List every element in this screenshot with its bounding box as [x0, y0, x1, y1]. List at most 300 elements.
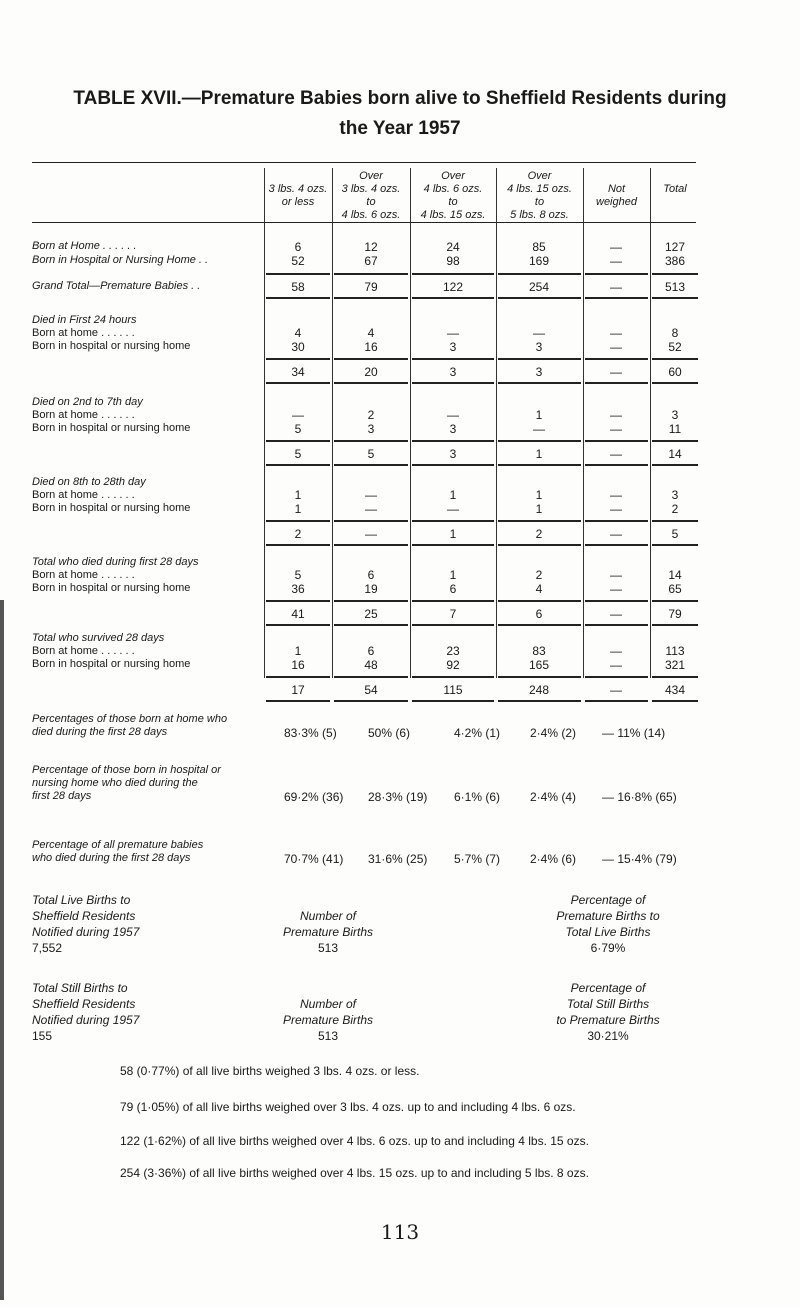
- summary-total-births: [32, 980, 162, 1044]
- total-rule: [585, 297, 648, 299]
- row-label-hospital: Born in hospital or nursing home: [32, 502, 191, 514]
- cell-hospital: 16: [291, 658, 305, 672]
- percentage-label-line: first 28 days: [32, 790, 92, 802]
- cell-born-home: 127: [664, 240, 686, 254]
- row-label-home: Born at home . . . . . .: [32, 645, 135, 657]
- cell-born-home: 12: [364, 240, 378, 254]
- column-header: [583, 170, 650, 222]
- summary-premature-births: [258, 996, 398, 1044]
- summary-text: Number of: [299, 997, 357, 1011]
- cell-home: 6: [367, 568, 375, 582]
- percentage-value: 4·2% (1): [454, 726, 501, 740]
- percentage-label: [32, 764, 282, 803]
- cell-hospital: 3: [449, 422, 457, 436]
- cell-born-home: 6: [294, 240, 302, 254]
- cell-home: 2: [367, 408, 375, 422]
- total-rule: [652, 440, 698, 442]
- cell-hospital: —: [610, 658, 622, 672]
- total-rule: [334, 273, 408, 275]
- cell-total: 1: [535, 447, 543, 461]
- total-rule: [412, 600, 494, 602]
- column-header-line: Over: [527, 170, 552, 182]
- total-rule: [266, 382, 330, 384]
- column-header-line: 4 lbs. 6 ozs.: [423, 183, 483, 195]
- row-label-grand-total: Grand Total—Premature Babies . .: [32, 280, 201, 292]
- cell-home: 1: [449, 568, 457, 582]
- cell-total: 2: [535, 527, 543, 541]
- cell-home: —: [610, 644, 622, 658]
- column-header-line: 4 lbs. 15 ozs.: [507, 183, 572, 195]
- cell-home: 1: [294, 488, 302, 502]
- cell-total: 7: [449, 607, 457, 621]
- cell-grand-total: 254: [528, 280, 550, 294]
- total-rule: [334, 544, 408, 546]
- cell-hospital: 65: [668, 582, 682, 596]
- cell-grand-total: —: [610, 280, 622, 294]
- section-label: [32, 314, 262, 353]
- total-rule: [498, 464, 581, 466]
- cell-total: 14: [668, 447, 682, 461]
- row-label-hospital: Born in hospital or nursing home: [32, 582, 191, 594]
- cell-hospital: 3: [535, 340, 543, 354]
- section-heading: Died on 8th to 28th day: [32, 476, 146, 488]
- column-header-line: [650, 209, 700, 222]
- percentage-value: 2·4% (2): [530, 726, 577, 740]
- total-rule: [585, 358, 648, 360]
- cell-hospital: 1: [535, 502, 543, 516]
- total-rule: [412, 297, 494, 299]
- cell-total: 5: [367, 447, 375, 461]
- total-rule: [652, 273, 698, 275]
- cell-hospital: 16: [364, 340, 378, 354]
- total-rule: [412, 544, 494, 546]
- total-rule: [585, 600, 648, 602]
- cell-home: 23: [446, 644, 460, 658]
- summary-text: Total Live Births to: [32, 893, 131, 907]
- column-divider: [332, 168, 333, 678]
- cell-home: 1: [294, 644, 302, 658]
- summary-text: Notified during 1957: [32, 1013, 140, 1027]
- summary-value: 7,552: [32, 941, 63, 955]
- cell-born-home: 24: [446, 240, 460, 254]
- column-header-line: [650, 196, 700, 209]
- summary-text: Notified during 1957: [32, 925, 140, 939]
- summary-text: Premature Births: [282, 1013, 374, 1027]
- total-rule: [266, 273, 330, 275]
- percentage-value: — 16·8% (65): [602, 790, 677, 804]
- column-header: [650, 170, 700, 222]
- total-rule: [412, 273, 494, 275]
- footnote: 254 (3·36%) of all live births weighed over 4 lbs. 15 ozs. up to and including 5 lbs. 8 ozs.: [120, 1166, 589, 1180]
- cell-hospital: 6: [449, 582, 457, 596]
- total-rule: [498, 520, 581, 522]
- cell-total: —: [610, 527, 622, 541]
- cell-hospital: 48: [364, 658, 378, 672]
- cell-home: 3: [671, 488, 679, 502]
- cell-hospital: 3: [449, 340, 457, 354]
- section-label: [32, 556, 262, 595]
- percentage-value: 50% (6): [368, 726, 411, 740]
- cell-hospital: 165: [528, 658, 550, 672]
- cell-hospital: 19: [364, 582, 378, 596]
- total-rule: [266, 440, 330, 442]
- footnote: 122 (1·62%) of all live births weighed over 4 lbs. 6 ozs. up to and including 4 lbs. 15 ozs.: [120, 1134, 589, 1148]
- total-rule: [652, 464, 698, 466]
- total-rule: [266, 544, 330, 546]
- total-rule: [266, 358, 330, 360]
- cell-grand-total: 79: [364, 280, 378, 294]
- column-header-line: to: [448, 196, 458, 208]
- column-divider: [264, 168, 265, 678]
- cell-home: 3: [671, 408, 679, 422]
- row-label-hospital: Born in hospital or nursing home: [32, 422, 191, 434]
- cell-home: 113: [665, 644, 685, 658]
- total-rule: [334, 358, 408, 360]
- cell-total: 60: [668, 365, 682, 379]
- percentage-label: [32, 839, 282, 865]
- column-header-line: 3 lbs. 4 ozs.: [341, 183, 401, 195]
- cell-total: 25: [364, 607, 378, 621]
- total-rule: [498, 273, 581, 275]
- column-divider: [410, 168, 411, 678]
- cell-hospital: 5: [294, 422, 302, 436]
- table-subtitle: the Year 1957: [339, 118, 461, 139]
- cell-total: 6: [535, 607, 543, 621]
- cell-born-hospital: 52: [291, 254, 305, 268]
- total-rule: [652, 600, 698, 602]
- cell-born-hospital: 386: [664, 254, 686, 268]
- cell-home: —: [447, 326, 459, 340]
- cell-home: —: [610, 326, 622, 340]
- percentage-label-line: who died during the first 28 days: [32, 852, 191, 864]
- cell-home: —: [610, 408, 622, 422]
- total-rule: [585, 382, 648, 384]
- cell-hospital: 30: [291, 340, 305, 354]
- page-edge-shadow: [0, 600, 4, 1300]
- percentage-value: — 11% (14): [602, 726, 666, 740]
- column-header-line: Over: [441, 170, 465, 182]
- column-header-line: or less: [281, 196, 315, 208]
- section-heading: Died in First 24 hours: [32, 314, 137, 326]
- column-header-line: Total: [663, 183, 687, 195]
- total-rule: [412, 464, 494, 466]
- total-rule: [585, 700, 648, 702]
- total-rule: [334, 624, 408, 626]
- total-rule: [585, 544, 648, 546]
- cell-home: 4: [367, 326, 375, 340]
- row-label-home: Born at home . . . . . .: [32, 569, 135, 581]
- page-number: 113: [380, 1220, 420, 1244]
- cell-home: —: [533, 326, 545, 340]
- total-rule: [334, 297, 408, 299]
- percentage-value: 5·7% (7): [454, 852, 501, 866]
- total-rule: [652, 676, 698, 678]
- section-label: [32, 396, 262, 435]
- row-label-hospital: Born in hospital or nursing home: [32, 340, 191, 352]
- cell-total: —: [610, 365, 622, 379]
- section-heading: Total who died during first 28 days: [32, 556, 199, 568]
- cell-home: 4: [294, 326, 302, 340]
- footnote: 58 (0·77%) of all live births weighed 3 lbs. 4 ozs. or less.: [120, 1064, 420, 1078]
- cell-hospital: —: [610, 582, 622, 596]
- row-label-home: Born at home . . . . . .: [32, 327, 135, 339]
- summary-premature-births: [258, 908, 398, 956]
- cell-home: —: [292, 408, 304, 422]
- percentage-value: 83·3% (5): [284, 726, 337, 740]
- total-rule: [412, 520, 494, 522]
- cell-total: 34: [291, 365, 305, 379]
- cell-total: 79: [668, 607, 682, 621]
- column-header-line: to: [534, 196, 545, 208]
- row-label-born-home: Born at Home . . . . . .: [32, 240, 137, 252]
- cell-hospital: —: [365, 502, 377, 516]
- total-rule: [412, 440, 494, 442]
- total-rule: [498, 382, 581, 384]
- total-rule: [334, 676, 408, 678]
- summary-value: 513: [317, 1029, 339, 1043]
- total-rule: [652, 358, 698, 360]
- cell-hospital: 1: [294, 502, 302, 516]
- summary-value: 155: [32, 1029, 53, 1043]
- row-label-born-hospital: Born in Hospital or Nursing Home . .: [32, 254, 209, 266]
- cell-home: 6: [367, 644, 375, 658]
- total-rule: [334, 440, 408, 442]
- column-header-line: [583, 170, 650, 183]
- summary-text: Premature Births to: [556, 909, 660, 923]
- summary-value: 30·21%: [587, 1029, 629, 1043]
- cell-hospital: —: [447, 502, 459, 516]
- percentage-label-line: Percentage of those born in hospital or: [32, 764, 221, 776]
- cell-total: 20: [364, 365, 378, 379]
- cell-grand-total: 58: [291, 280, 305, 294]
- percentage-value: 6·1% (6): [454, 790, 501, 804]
- total-rule: [498, 358, 581, 360]
- row-label-home: Born at home . . . . . .: [32, 409, 135, 421]
- total-rule: [334, 700, 408, 702]
- column-header-line: to: [366, 196, 376, 208]
- percentage-value: 70·7% (41): [284, 852, 344, 866]
- total-rule: [412, 676, 494, 678]
- cell-total: —: [610, 447, 622, 461]
- column-header-line: 3 lbs. 4 ozs.: [268, 183, 328, 195]
- total-rule: [498, 544, 581, 546]
- total-rule: [266, 520, 330, 522]
- total-rule: [412, 624, 494, 626]
- table-title: TABLE XVII.—Premature Babies born alive to Sheffield Residents during: [73, 88, 727, 109]
- cell-hospital: —: [533, 422, 545, 436]
- cell-total: 248: [528, 683, 550, 697]
- section-heading: Died on 2nd to 7th day: [32, 396, 143, 408]
- cell-born-hospital: 67: [364, 254, 378, 268]
- column-header-line: [583, 209, 650, 222]
- row-label-home: Born at home . . . . . .: [32, 489, 135, 501]
- cell-home: —: [365, 488, 377, 502]
- section-label: [32, 632, 262, 671]
- summary-value: 513: [317, 941, 339, 955]
- cell-hospital: —: [610, 502, 622, 516]
- cell-total: 3: [449, 365, 457, 379]
- total-rule: [585, 440, 648, 442]
- cell-home: 1: [535, 408, 543, 422]
- total-rule: [334, 464, 408, 466]
- summary-text: Number of: [299, 909, 357, 923]
- cell-hospital: 4: [535, 582, 543, 596]
- total-rule: [585, 520, 648, 522]
- cell-born-hospital: 98: [446, 254, 460, 268]
- row-label-hospital: Born in hospital or nursing home: [32, 658, 191, 670]
- total-rule: [585, 464, 648, 466]
- total-rule: [266, 297, 330, 299]
- cell-total: —: [610, 683, 622, 697]
- summary-text: Total Live Births: [565, 925, 651, 939]
- summary-text: Total Still Births: [566, 997, 650, 1011]
- cell-total: —: [610, 607, 622, 621]
- cell-home: —: [610, 488, 622, 502]
- top-rule: [32, 162, 696, 163]
- total-rule: [334, 520, 408, 522]
- summary-text: Percentage of: [570, 893, 646, 907]
- cell-total: 2: [294, 527, 302, 541]
- total-rule: [266, 700, 330, 702]
- total-rule: [652, 624, 698, 626]
- total-rule: [498, 700, 581, 702]
- section-label: [32, 476, 262, 515]
- cell-total: 434: [664, 683, 686, 697]
- total-rule: [652, 297, 698, 299]
- column-header-line: weighed: [596, 196, 637, 208]
- total-rule: [334, 382, 408, 384]
- cell-home: 5: [294, 568, 302, 582]
- column-header: [410, 170, 496, 222]
- summary-text: Percentage of: [570, 981, 646, 995]
- cell-home: —: [447, 408, 459, 422]
- column-header-line: [650, 170, 700, 183]
- cell-grand-total: 513: [664, 280, 686, 294]
- total-rule: [652, 544, 698, 546]
- total-rule: [266, 676, 330, 678]
- column-header-line: [264, 209, 332, 222]
- cell-hospital: 92: [446, 658, 460, 672]
- cell-home: 1: [449, 488, 457, 502]
- total-rule: [585, 676, 648, 678]
- percentage-label-line: Percentage of all premature babies: [32, 839, 204, 851]
- total-rule: [652, 520, 698, 522]
- cell-hospital: 36: [291, 582, 305, 596]
- cell-total: 3: [449, 447, 457, 461]
- cell-hospital: 52: [668, 340, 682, 354]
- cell-hospital: 2: [671, 502, 679, 516]
- total-rule: [412, 700, 494, 702]
- total-rule: [266, 624, 330, 626]
- summary-value: 6·79%: [590, 941, 626, 955]
- total-rule: [498, 600, 581, 602]
- summary-text: Sheffield Residents: [32, 997, 136, 1011]
- cell-total: 1: [449, 527, 457, 541]
- percentage-value: 31·6% (25): [368, 852, 428, 866]
- column-header-line: Not: [607, 183, 626, 195]
- total-rule: [498, 440, 581, 442]
- column-header-line: 4 lbs. 6 ozs.: [341, 209, 401, 221]
- percentage-value: 2·4% (6): [530, 852, 577, 866]
- cell-total: 5: [294, 447, 302, 461]
- column-header-line: 4 lbs. 15 ozs.: [420, 209, 486, 221]
- cell-total: 3: [535, 365, 543, 379]
- cell-total: 17: [291, 683, 305, 697]
- cell-total: 54: [364, 683, 378, 697]
- cell-home: —: [610, 568, 622, 582]
- total-rule: [585, 273, 648, 275]
- summary-text: to Premature Births: [556, 1013, 660, 1027]
- cell-total: 41: [291, 607, 305, 621]
- total-rule: [412, 382, 494, 384]
- cell-home: 14: [668, 568, 682, 582]
- cell-home: 2: [535, 568, 543, 582]
- footnote: 79 (1·05%) of all live births weighed over 3 lbs. 4 ozs. up to and including 4 lbs. 6 ozs.: [120, 1100, 576, 1114]
- cell-home: 83: [532, 644, 546, 658]
- cell-home: 1: [535, 488, 543, 502]
- section-heading: Total who survived 28 days: [32, 632, 165, 644]
- column-header-line: [264, 170, 332, 183]
- total-rule: [652, 382, 698, 384]
- total-rule: [266, 464, 330, 466]
- cell-total: 115: [443, 683, 463, 697]
- percentage-label-line: died during the first 28 days: [32, 726, 168, 738]
- percentage-value: — 15·4% (79): [602, 852, 677, 866]
- summary-text: Total Still Births to: [32, 981, 128, 995]
- cell-total: —: [365, 527, 377, 541]
- cell-born-home: —: [610, 240, 622, 254]
- column-header-line: 5 lbs. 8 ozs.: [510, 209, 569, 221]
- percentage-label-line: Percentages of those born at home who: [32, 713, 228, 725]
- cell-home: 8: [671, 326, 679, 340]
- summary-percentage: [528, 892, 688, 956]
- percentage-value: 28·3% (19): [368, 790, 428, 804]
- cell-born-hospital: —: [610, 254, 622, 268]
- header-rule: [32, 222, 696, 223]
- total-rule: [652, 700, 698, 702]
- total-rule: [334, 600, 408, 602]
- column-header-line: Over: [359, 170, 383, 182]
- total-rule: [498, 676, 581, 678]
- total-rule: [585, 624, 648, 626]
- cell-grand-total: 122: [442, 280, 464, 294]
- total-rule: [266, 600, 330, 602]
- column-divider: [583, 168, 584, 678]
- column-header: [332, 170, 410, 222]
- summary-text: Premature Births: [282, 925, 374, 939]
- cell-hospital: 11: [668, 422, 682, 436]
- cell-hospital: —: [610, 340, 622, 354]
- total-rule: [498, 297, 581, 299]
- cell-hospital: 321: [664, 658, 686, 672]
- percentage-label-line: nursing home who died during the: [32, 777, 198, 789]
- cell-hospital: 3: [367, 422, 375, 436]
- percentage-value: 2·4% (4): [530, 790, 577, 804]
- total-rule: [412, 358, 494, 360]
- percentage-value: 69·2% (36): [284, 790, 344, 804]
- column-header: [496, 170, 583, 222]
- summary-text: Sheffield Residents: [32, 909, 136, 923]
- cell-born-home: 85: [532, 240, 546, 254]
- summary-total-births: [32, 892, 162, 956]
- cell-born-hospital: 169: [528, 254, 550, 268]
- cell-hospital: —: [610, 422, 622, 436]
- column-divider: [496, 168, 497, 678]
- total-rule: [498, 624, 581, 626]
- column-header: [264, 170, 332, 222]
- summary-percentage: [528, 980, 688, 1044]
- cell-total: 5: [671, 527, 679, 541]
